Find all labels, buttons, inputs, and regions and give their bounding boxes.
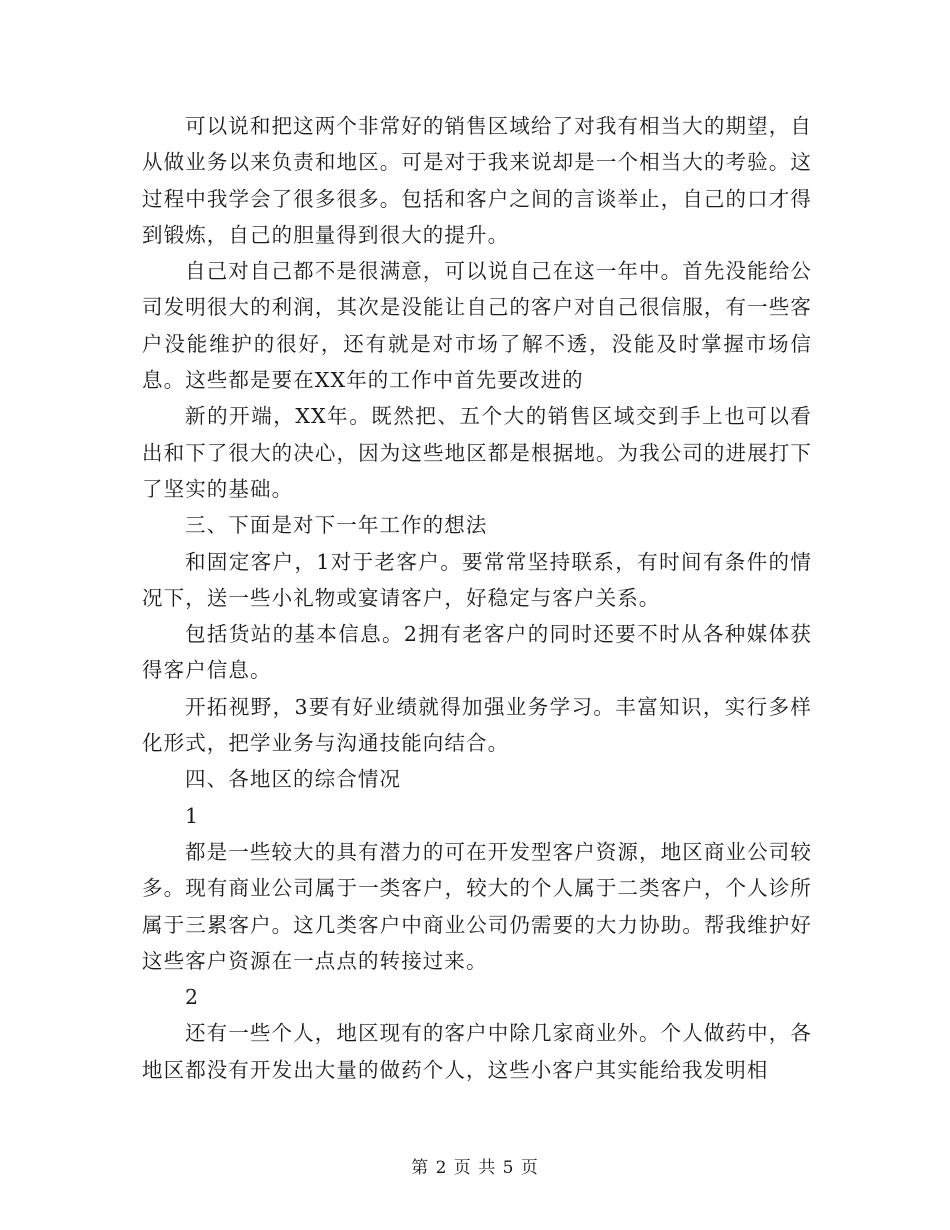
paragraph: 都是一些较大的具有潜力的可在开发型客户资源，地区商业公司较多。现有商业公司属于一类客户，较大的个人属于二类客户，个人诊所属于三累客户。这几类客户中商业公司仍需要的大力协助。帮我维护好这些客户资源在一点点的转接过来。 <box>142 839 812 973</box>
paragraph: 新的开端，XX年。既然把、五个大的销售区域交到手上也可以看出和下了很大的决心，因为这些地区都是根据地。为我公司的进展打下了坚实的基础。 <box>142 404 812 501</box>
paragraph: 和固定客户，1对于老客户。要常常坚持联系，有时间有条件的情况下，送一些小礼物或宴请客户，好稳定与客户关系。 <box>142 549 812 610</box>
section-heading: 三、下面是对下一年工作的想法 <box>185 513 488 538</box>
paragraph: 开拓视野，3要有好业绩就得加强业务学习。丰富知识，实行多样化形式，把学业务与沟通技能向结合。 <box>142 694 812 756</box>
paragraph: 可以说和把这两个非常好的销售区域给了对我有相当大的期望，自从做业务以来负责和地区。可是对于我来说却是一个相当大的考验。这过程中我学会了很多很多。包括和客户之间的言谈举止，自己的口才得到锻炼，自己的胆量得到很大的提升。 <box>142 114 812 247</box>
section-heading: 四、各地区的综合情况 <box>185 767 402 792</box>
item-number: 1 <box>185 803 200 828</box>
paragraph: 自己对自己都不是很满意，可以说自己在这一年中。首先没能给公司发明很大的利润，其次是没能让自己的客户对自己很信服，有一些客户没能维护的很好，还有就是对市场了解不透，没能及时掌握市场信息。这些都是要在XX年的工作中首先要改进的 <box>142 259 812 393</box>
paragraph: 还有一些个人，地区现有的客户中除几家商业外。个人做药中，各地区都没有开发出大量的做药个人，这些小客户其实能给我发明相 <box>142 1021 812 1082</box>
item-number: 2 <box>185 985 200 1010</box>
document-body <box>142 108 812 1088</box>
paragraph: 包括货站的基本信息。2拥有老客户的同时还要不时从各种媒体获得客户信息。 <box>142 622 812 683</box>
page-number-footer: 第 2 页 共 5 页 <box>411 1158 539 1178</box>
